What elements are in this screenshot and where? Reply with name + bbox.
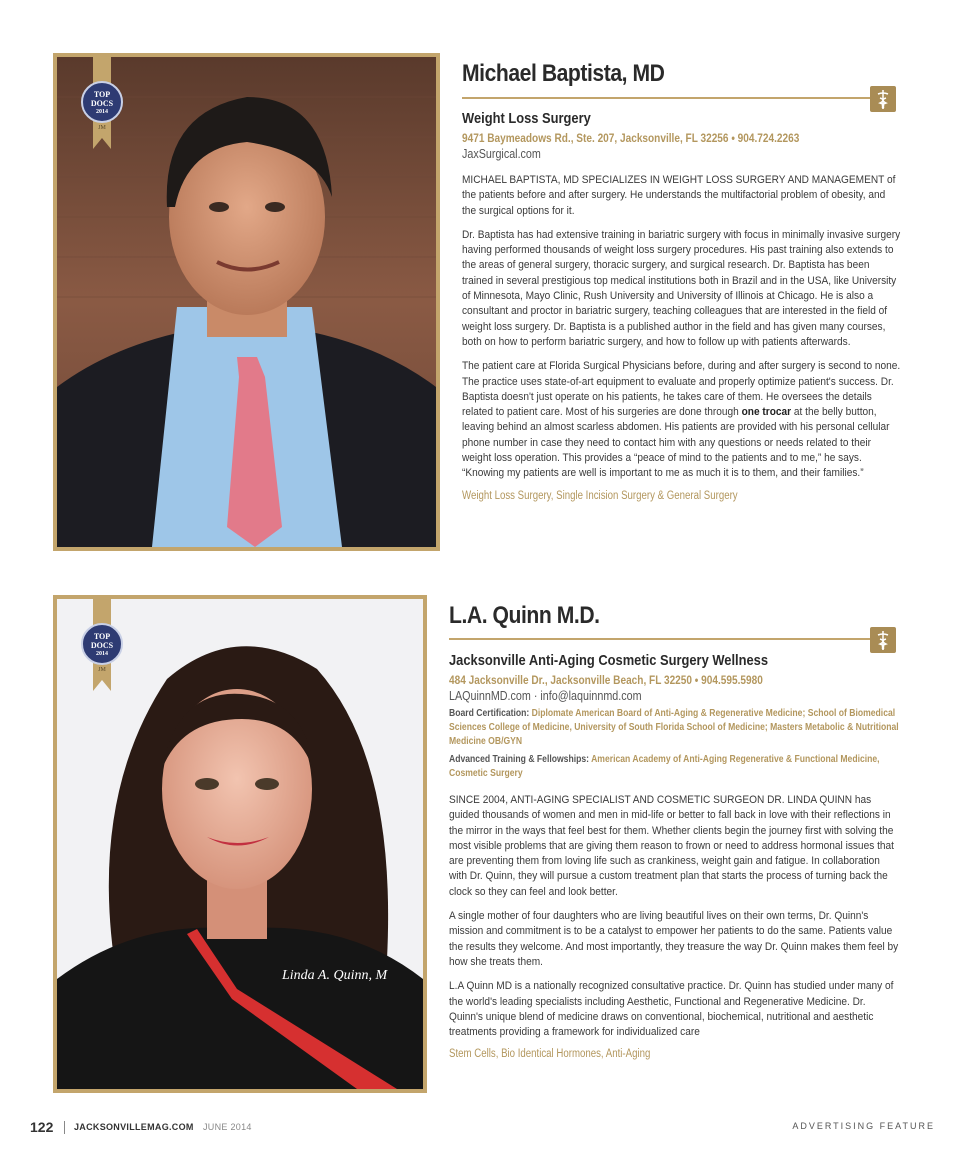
photo-frame bbox=[53, 53, 440, 551]
board-certification: Board Certification: Diplomate American Board of Anti-Aging & Regenerative Medicine; School of Biomedical Sciences College of Medicine, University of South Florida School of Medicine; Masters Metabolic & Nutritional Medicine OB/GYN bbox=[449, 708, 899, 747]
issue-date: JUNE 2014 bbox=[203, 1122, 252, 1132]
address-phone: 9471 Baymeadows Rd., Ste. 207, Jacksonville, FL 32256 • 904.724.2263 bbox=[462, 131, 800, 145]
bio-paragraph: MICHAEL BAPTISTA, MD SPECIALIZES IN WEIGHT LOSS SURGERY AND MANAGEMENT of the patients before and after surgery. He understands the multifactorial problem of obesity, and the surgical options for it. bbox=[462, 174, 896, 217]
bio-paragraph: The patient care at Florida Surgical Physicians before, during and after surgery is second to none. The practice uses state-of-art equipment to evaluate and properly optimize patient's success. Dr. Baptista doesn't just operate on his patients, he takes care of them. He oversees the details related to patient care. Most of his surgeries are done through one trocar at the belly button, leaving behind an almost scarless abdomen. His patients are provided with his personal cellular phone number in case they need to contact him with any questions or needs related to their weight loss operation. This provides a “peace of mind to the patients and to me,” he says. “Knowing my patients are well is important to me as much it is to them, and their families.” bbox=[462, 360, 901, 480]
page-footer bbox=[30, 1118, 935, 1138]
specialty: Jacksonville Anti-Aging Cosmetic Surgery Wellness bbox=[449, 652, 769, 669]
bio-paragraph: Dr. Baptista has had extensive training in bariatric surgery with focus in minimally invasive surgery having performed thousands of weight loss surgery procedures. His past training also extends to the areas of general surgery, thoracic surgery, and surgical research. Dr. Baptista has been trained in several prestigious top medical institutions both in Brazil and in the USA, like University of Minnesota, Mayo Clinic, Rush University and University of Illinois at Chicago. He is also a consultant and proctor in bariatric surgery, teaching colleagues that are interested in the field of weight loss surgery. Dr. Baptista is a published author in the field and has given many courses, both on how to perform bariatric surgery, and how to follow up with patients afterwards. bbox=[462, 228, 901, 348]
profile-quinn bbox=[0, 590, 960, 1100]
specialty-tags: Weight Loss Surgery, Single Incision Surgery & General Surgery bbox=[462, 489, 738, 502]
website-link[interactable]: JaxSurgical.com bbox=[462, 147, 541, 161]
address-phone: 484 Jacksonville Dr., Jacksonville Beach, FL 32250 • 904.595.5980 bbox=[449, 673, 763, 687]
advanced-training: Advanced Training & Fellowships: American Academy of Anti-Aging Regenerative & Functional Medicine, Cosmetic Surgery bbox=[449, 754, 880, 779]
photo-frame bbox=[53, 595, 427, 1093]
website-link[interactable]: LAQuinnMD.com · info@laquinnmd.com bbox=[449, 689, 642, 703]
site-link[interactable]: JACKSONVILLEMAG.COM bbox=[74, 1122, 194, 1132]
bio-paragraph: A single mother of four daughters who are living beautiful lives on their own terms, Dr. Quinn's mission and commitment is to be a catalyst to empower her patients to do the same. Patients value the results they welcome. And most importantly, they treasure the way Dr. Quinn makes them feel by how she treats them. bbox=[449, 910, 899, 968]
divider bbox=[64, 1121, 65, 1134]
profile-text bbox=[449, 602, 901, 1060]
profile-baptista bbox=[0, 0, 960, 560]
page-number: 122 bbox=[30, 1119, 54, 1135]
bio-paragraph: SINCE 2004, ANTI-AGING SPECIALIST AND COSMETIC SURGEON DR. LINDA QUINN has guided thousands of women and men in mid-life or better to fall back in love with their reflections in the mirror in the ways that feel best for them. Whether clients begin the journey first with solving the most visible problems that are giving them reason to frown or need to address hormonal issues that are preventing them from loving life such as crankiness, weight gain and fatigue. In collaboration with Dr. Quinn, they will pursue a custom treatment plan that starts the process of turning back the clock so they can feel and look better. bbox=[449, 794, 894, 898]
bio-paragraph: L.A Quinn MD is a nationally recognized consultative practice. Dr. Quinn has studied under many of the world's leading specialists including Aesthetic, Functional and Regenerative Medicine. Dr. Quinn's unique blend of medicine draws on conventional, biochemical, nutritional and aesthetic treatments providing a framework for individualized care bbox=[449, 980, 894, 1039]
shirt-embroidery: Linda A. Quinn, M bbox=[282, 968, 388, 983]
profile-text bbox=[462, 60, 902, 502]
doctor-name: Michael Baptista, MD bbox=[462, 60, 665, 87]
doctor-photo-quinn bbox=[57, 599, 423, 1089]
doctor-photo-baptista bbox=[57, 57, 436, 547]
advertising-label: ADVERTISING FEATURE bbox=[792, 1121, 935, 1131]
top-docs-badge: TOP DOCS 2014 JM bbox=[93, 57, 111, 149]
doctor-name: L.A. Quinn M.D. bbox=[449, 602, 600, 629]
specialty: Weight Loss Surgery bbox=[462, 110, 591, 127]
specialty-tags: Stem Cells, Bio Identical Hormones, Anti-Aging bbox=[449, 1048, 651, 1061]
top-docs-badge: TOP DOCS 2014 JM bbox=[93, 599, 111, 691]
